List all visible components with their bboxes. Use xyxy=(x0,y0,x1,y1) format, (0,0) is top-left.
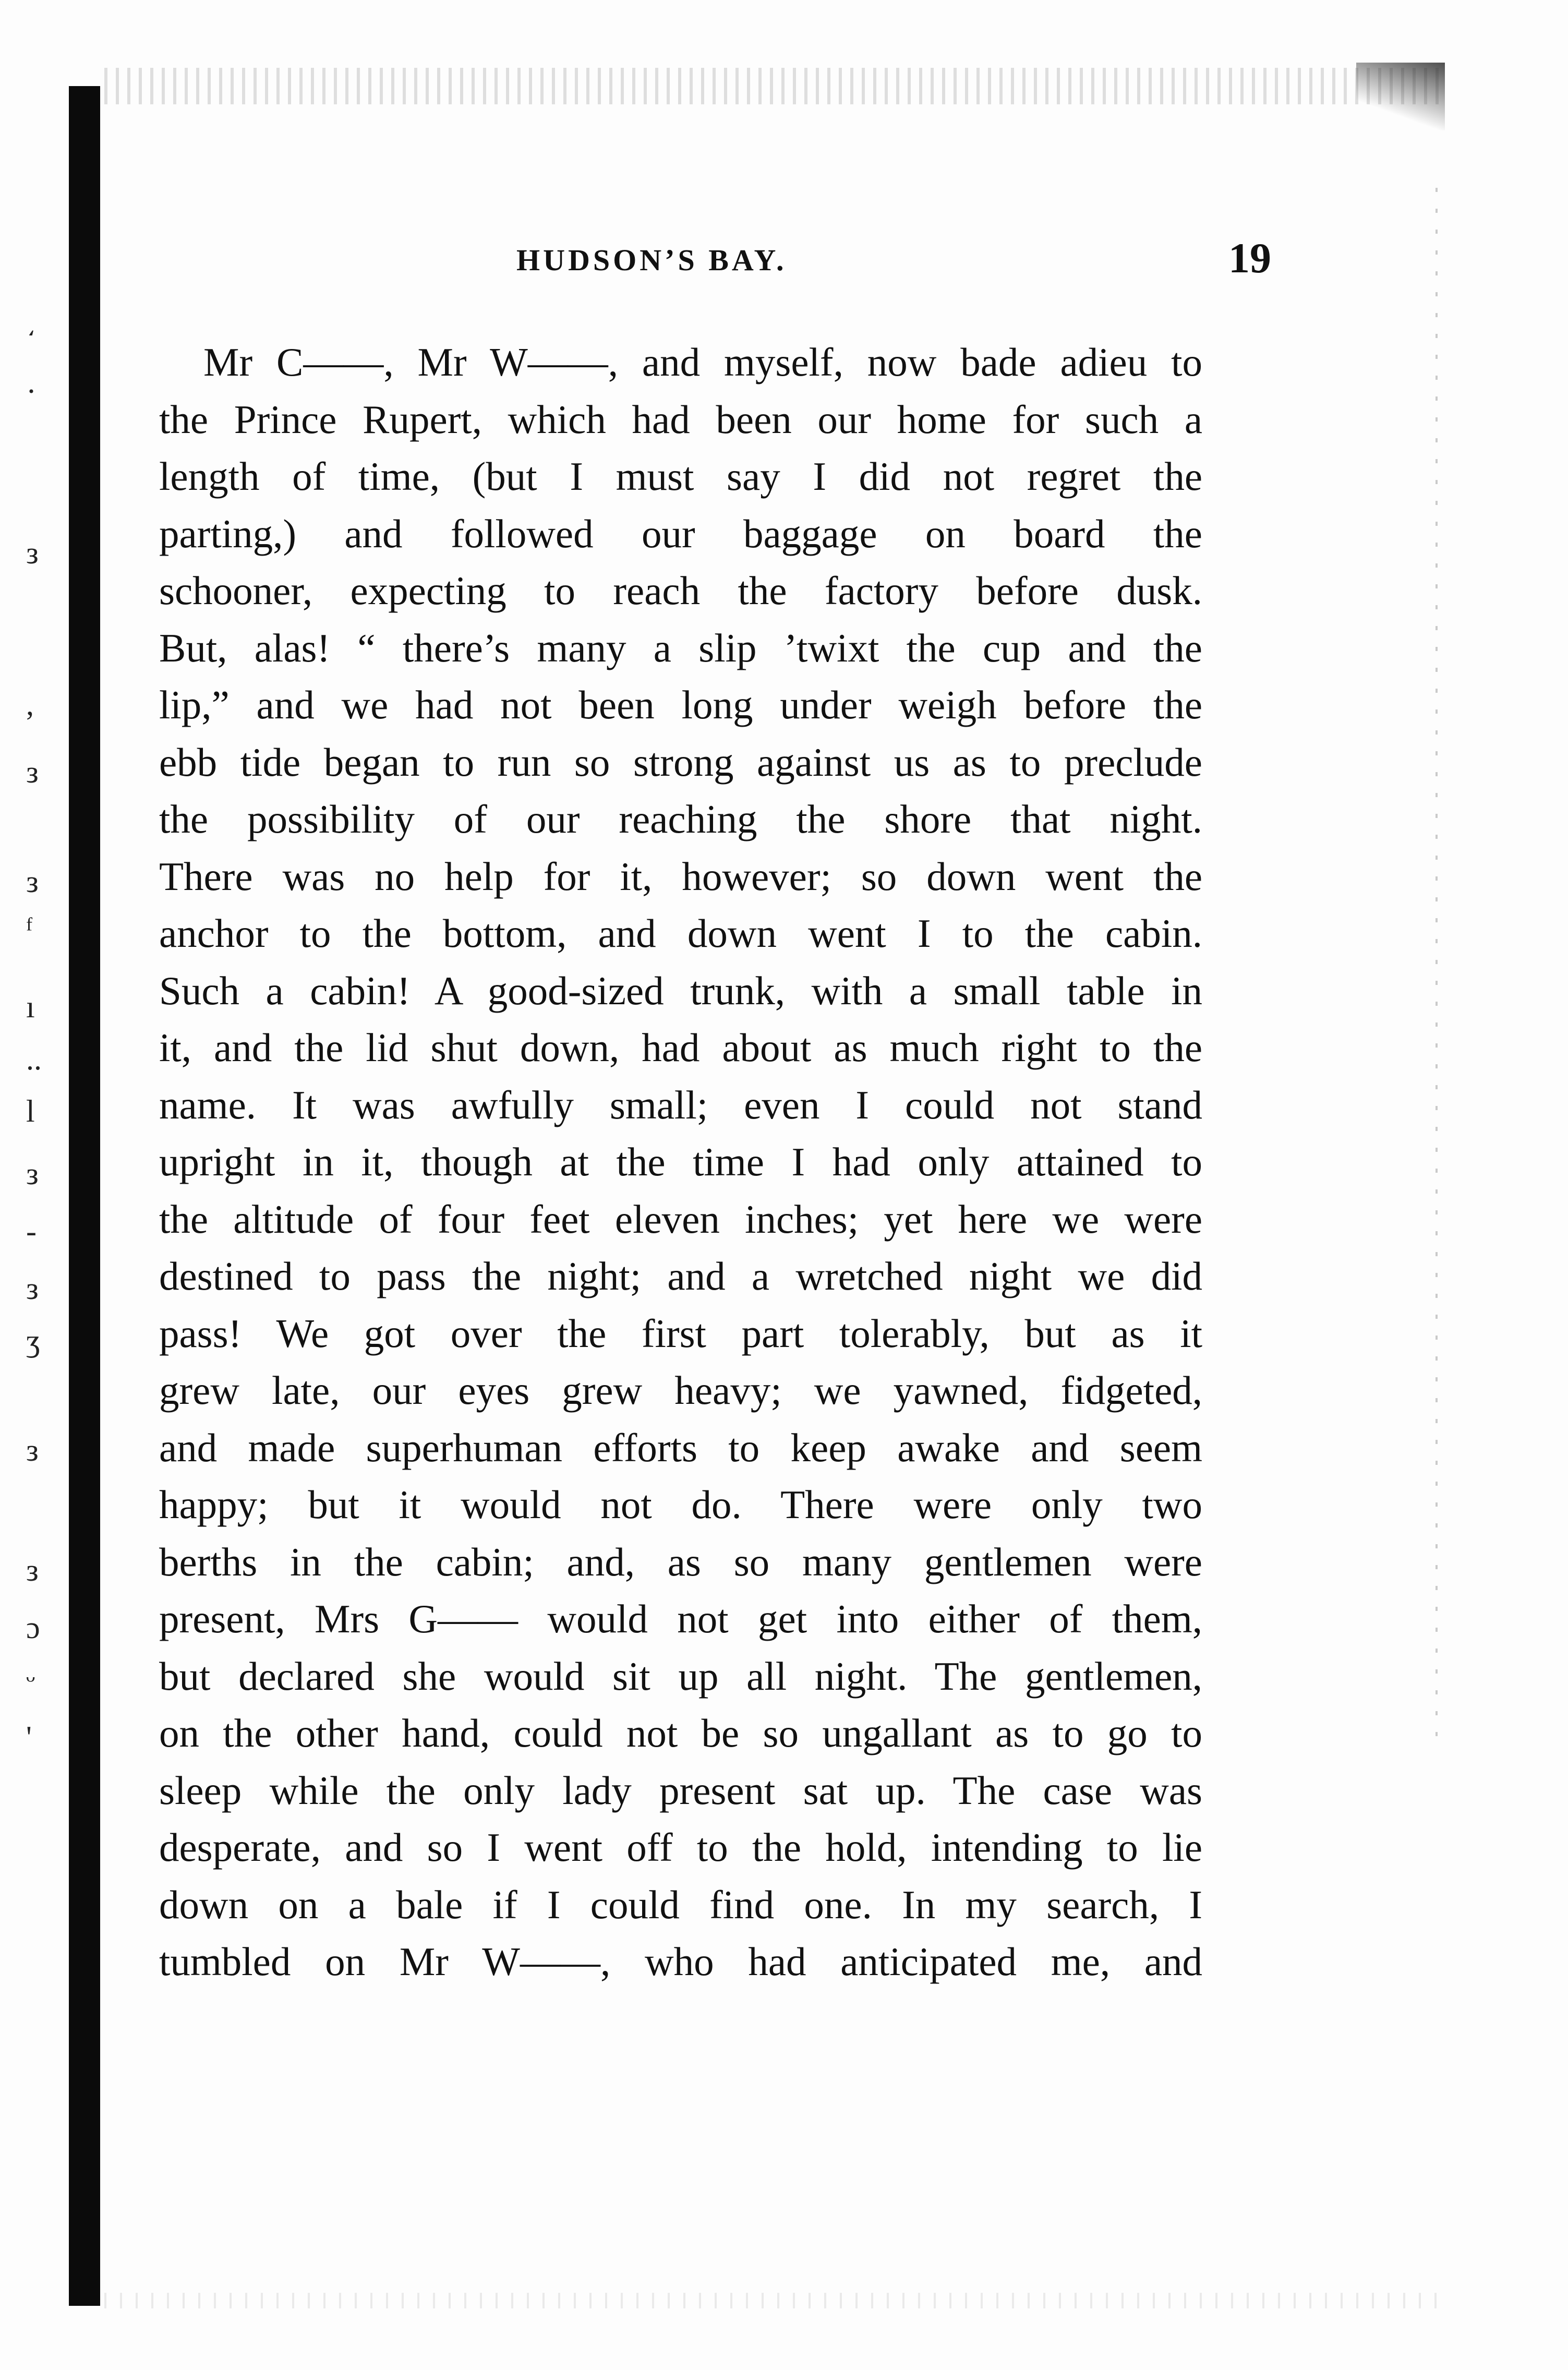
text-line: the possibility of our reaching the shore that night. xyxy=(159,797,1202,841)
margin-mark: з xyxy=(26,864,39,899)
body-text xyxy=(159,334,1202,1991)
text-line: There was no help for it, however; so down went the xyxy=(159,853,1202,899)
text-line: on the other hand, could not be so ungallant as to go to xyxy=(159,1711,1202,1755)
margin-mark: ʒ xyxy=(26,1324,40,1358)
margin-mark: з xyxy=(26,1157,39,1191)
text-line: But, alas! “ there’s many a slip ’twixt the cup and the xyxy=(159,625,1202,670)
margin-mark: ɔ xyxy=(26,1610,40,1645)
text-line: grew late, our eyes grew heavy; we yawned, fidgeted, xyxy=(159,1368,1202,1413)
binding-shadow xyxy=(69,86,100,2306)
margin-mark: ᵕ xyxy=(26,1663,35,1697)
margin-mark: , xyxy=(26,687,34,721)
text-line: pass! We got over the first part tolerably, but as it xyxy=(159,1310,1202,1356)
bottom-page-edge xyxy=(104,2293,1440,2308)
margin-mark: l xyxy=(26,1094,35,1128)
running-head: HUDSON’S BAY. xyxy=(516,243,787,277)
margin-mark: - xyxy=(26,1214,37,1248)
text-line: desperate, and so I went off to the hold, intending to lie xyxy=(159,1825,1202,1870)
page-corner-shadow xyxy=(1356,63,1445,130)
text-line: the altitude of four feet eleven inches; yet here we were xyxy=(159,1196,1202,1242)
text-line: schooner, expecting to reach the factory before dusk. xyxy=(159,568,1202,613)
text-line: destined to pass the night; and a wretched night we did xyxy=(159,1254,1202,1298)
margin-mark: з xyxy=(26,1433,39,1467)
margin-mark: ' xyxy=(26,1720,32,1754)
text-line: berths in the cabin; and, as so many gentlemen were xyxy=(159,1539,1202,1584)
text-line: tumbled on Mr W——, who had anticipated me, and xyxy=(159,1939,1202,1984)
right-page-edge xyxy=(1436,188,1438,1753)
text-line: name. It was awfully small; even I could not stand xyxy=(159,1082,1202,1127)
text-line: Mr C——, Mr W——, and myself, now bade adieu to xyxy=(203,340,1202,384)
margin-mark: ͵ xyxy=(26,301,37,335)
text-line: and made superhuman efforts to keep awake and seem xyxy=(159,1425,1202,1470)
text-line: the Prince Rupert, which had been our home for such a xyxy=(159,396,1202,442)
margin-mark: ᶠ xyxy=(26,911,33,946)
text-line: sleep while the only lady present sat up. The case was xyxy=(159,1767,1202,1813)
margin-mark: .. xyxy=(26,1042,42,1076)
text-line: anchor to the bottom, and down went I to the cabin. xyxy=(159,911,1202,956)
margin-mark: ı xyxy=(26,990,35,1024)
top-page-edge xyxy=(104,68,1440,104)
margin-mark: · xyxy=(26,374,37,408)
facing-page-residue xyxy=(10,301,57,1774)
text-line: Such a cabin! A good-sized trunk, with a small table in xyxy=(159,968,1202,1013)
text-line: present, Mrs G—— would not get into either of them, xyxy=(159,1596,1202,1641)
text-line: length of time, (but I must say I did not regret the xyxy=(159,454,1202,499)
text-line: but declared she would sit up all night. The gentlemen, xyxy=(159,1653,1202,1699)
margin-mark: з xyxy=(26,755,39,789)
margin-mark: з xyxy=(26,536,39,570)
margin-mark: з xyxy=(26,1553,39,1587)
text-line: parting,) and followed our baggage on board the xyxy=(159,511,1202,556)
margin-mark: з xyxy=(26,1271,39,1306)
text-line: upright in it, though at the time I had only attained to xyxy=(159,1139,1202,1184)
text-line: lip,” and we had not been long under weigh before the xyxy=(159,682,1202,727)
page-number: 19 xyxy=(1228,234,1271,282)
text-line: it, and the lid shut down, had about as much right to the xyxy=(159,1025,1202,1070)
text-line: ebb tide began to run so strong against us as to preclude xyxy=(159,739,1202,785)
text-line: happy; but it would not do. There were only two xyxy=(159,1482,1202,1527)
text-line: down on a bale if I could find one. In my search, I xyxy=(159,1882,1202,1927)
